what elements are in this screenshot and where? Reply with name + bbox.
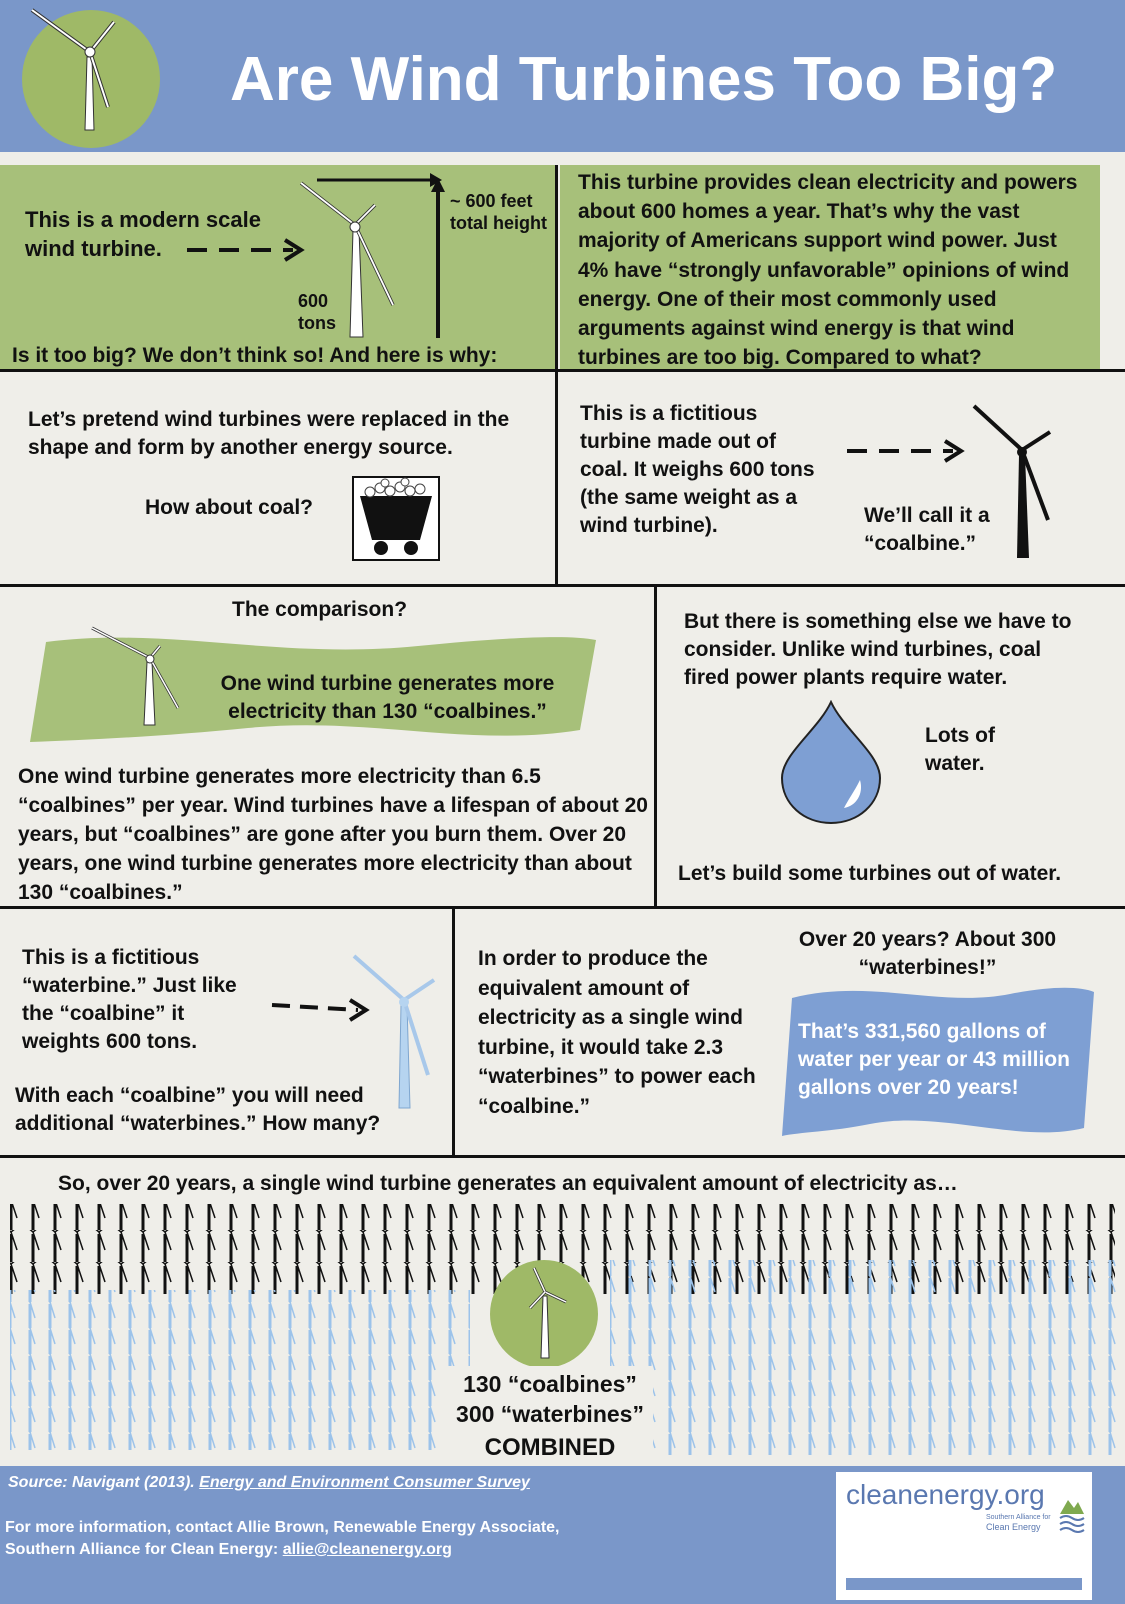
logo-subtext-1: Southern Alliance for <box>986 1514 1051 1521</box>
over-20-years-text: Over 20 years? About 300 “waterbines!” <box>798 928 1057 979</box>
waterbines-count: 300 “waterbines” <box>456 1401 644 1427</box>
wind-turbine-icon <box>88 622 188 727</box>
lots-of-water-text: Lots of water. <box>925 724 995 775</box>
source-prefix: Source: Navigant (2013). <box>8 1474 200 1491</box>
contact-line-2-prefix: Southern Alliance for Clean Energy: <box>5 1541 283 1558</box>
header-turbine-icon <box>22 2 160 142</box>
cleanenergy-logo[interactable] <box>836 1472 1092 1600</box>
logo-bar <box>846 1578 1082 1590</box>
dashed-arrow-icon <box>185 235 310 265</box>
contact-line-1: For more information, contact Allie Brown, Renewable Energy Associate, <box>5 1519 560 1536</box>
source-link[interactable]: Energy and Environment Consumer Survey <box>199 1474 530 1491</box>
height-label: ~ 600 feet total height <box>450 191 547 233</box>
coalbine-name-text: We’ll call it a “coalbine.” <box>864 504 990 555</box>
combined-label: COMBINED <box>484 1434 616 1461</box>
divider <box>555 165 558 585</box>
comparison-body: One wind turbine generates more electricity than 6.5 “coalbines” per year. Wind turbines have a lifespan of about 20 years, but “coalbines” are gone after you burn them. Over 20 years, one wind turbine generates more electricity than about 130 “coalbines.” <box>18 765 648 904</box>
page-title: Are Wind Turbines Too Big? <box>230 45 1058 114</box>
divider <box>0 584 1125 587</box>
dashed-arrow-icon <box>845 436 970 466</box>
waterbine-description: This is a fictitious “waterbine.” Just like the “coalbine” it weights 600 tons. <box>22 946 237 1053</box>
coalbines-count: 130 “coalbines” <box>463 1371 637 1397</box>
summary-text: So, over 20 years, a single wind turbine generates an equivalent amount of electricity as… <box>58 1172 958 1195</box>
logo-text: cleanenergy.org <box>846 1479 1045 1510</box>
center-turbine-icon <box>490 1262 598 1370</box>
pretend-text: Let’s pretend wind turbines were replaced in the shape and form by another energy source. <box>28 408 510 459</box>
coalbine-description: This is a fictitious turbine made out of coal. It weighs 600 tons (the same weight as a wind turbine). <box>580 402 815 537</box>
coal-question: How about coal? <box>145 496 313 519</box>
gallons-text: That’s 331,560 gallons of water per year or 43 million gallons over 20 years! <box>798 1020 1070 1099</box>
water-drop-icon <box>778 700 884 826</box>
divider <box>452 906 455 1156</box>
divider <box>654 584 657 907</box>
modern-turbine-text: This is a modern scale wind turbine. <box>25 207 261 261</box>
additional-waterbines-text: With each “coalbine” you will need additional “waterbines.” How many? <box>15 1084 381 1135</box>
contact-line-2 <box>5 1539 452 1561</box>
section1-right-text: This turbine provides clean electricity and powers about 600 homes a year. That’s why the vast majority of Americans support wind power. Just 4% have “strongly unfavorable” opinions of wind energy. One of their most commonly used arguments against wind energy is that wind turbines are too big. Compared to what? <box>578 171 1078 370</box>
weight-label: 600 tons <box>298 291 336 333</box>
logo-mountain-icon <box>1058 1484 1086 1538</box>
build-water-turbines-text: Let’s build some turbines out of water. <box>678 862 1062 885</box>
consider-water-text: But there is something else we have to consider. Unlike wind turbines, coal fired power plants require water. <box>684 610 1072 689</box>
divider <box>0 369 1125 372</box>
equivalent-text: In order to produce the equivalent amount of electricity as a single wind turbine, it would take 2.3 “waterbines” to power each “coalbine.” <box>478 947 756 1118</box>
divider <box>0 1155 1125 1158</box>
coal-cart-icon <box>352 476 440 561</box>
contact-email-link[interactable]: allie@cleanenergy.org <box>282 1541 452 1558</box>
source-line <box>8 1472 530 1494</box>
is-it-too-big-question: Is it too big? We don’t think so! And here is why: <box>12 344 498 367</box>
comparison-banner-text: One wind turbine generates more electricity than 130 “coalbines.” <box>220 672 555 723</box>
logo-subtext-2: Clean Energy <box>986 1522 1041 1532</box>
comparison-heading: The comparison? <box>232 598 408 621</box>
